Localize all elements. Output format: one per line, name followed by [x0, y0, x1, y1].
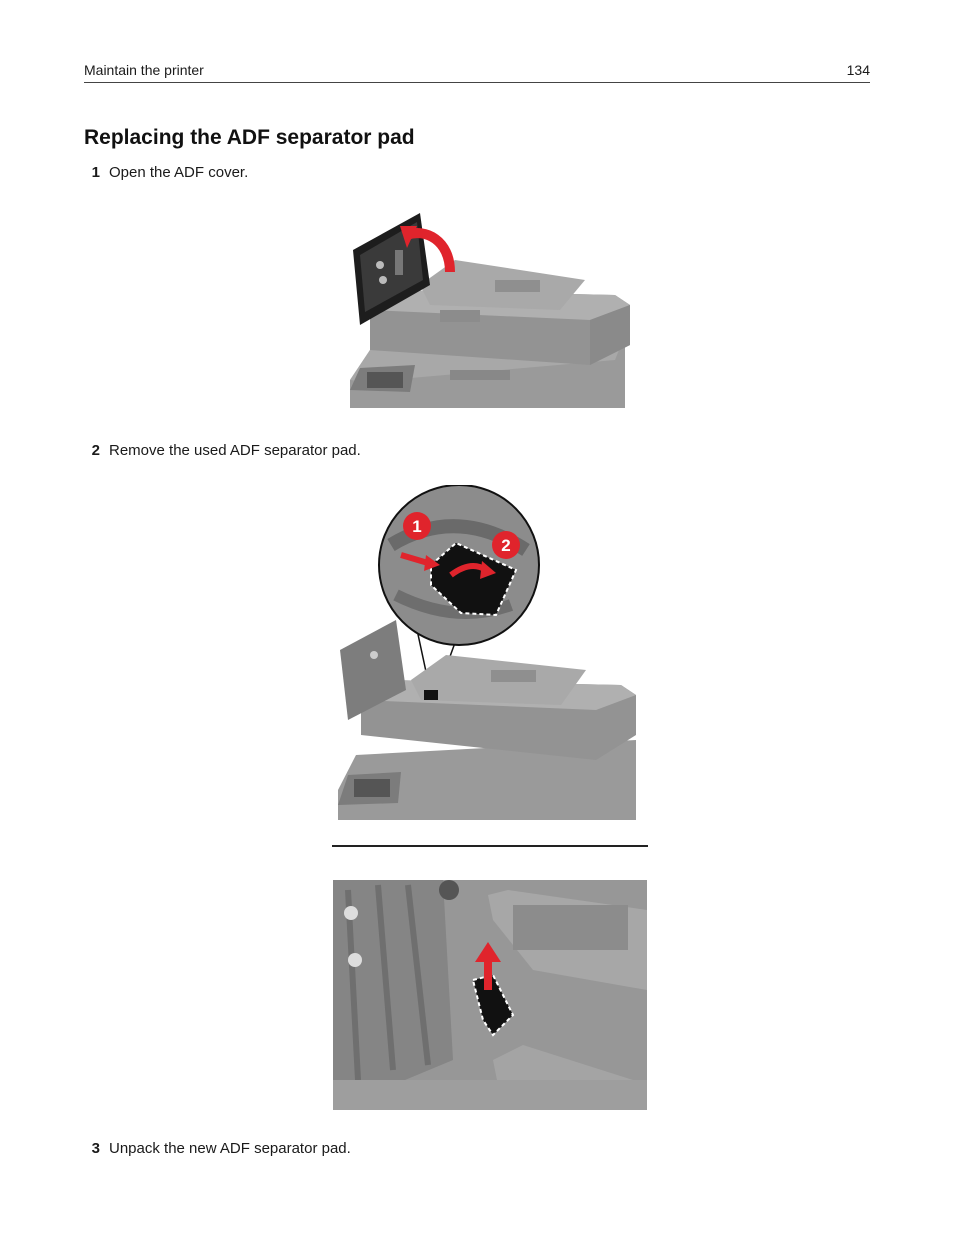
callout-1: 1 — [412, 517, 422, 536]
step-number: 3 — [91, 1140, 100, 1157]
step-number: 2 — [91, 442, 100, 459]
step-1 — [84, 164, 248, 181]
page-title: Replacing the ADF separator pad — [84, 126, 415, 149]
step-text: Remove the used ADF separator pad. — [109, 442, 361, 459]
step-text: Unpack the new ADF separator pad. — [109, 1140, 351, 1157]
callout-2: 2 — [501, 536, 511, 555]
figure-remove-pad — [336, 485, 641, 825]
step-2 — [84, 442, 361, 459]
step-3 — [84, 1140, 351, 1157]
figure-open-adf-cover — [345, 210, 635, 412]
figure-lift-pad — [333, 880, 647, 1110]
page-header — [84, 61, 870, 83]
page-number: 134 — [846, 62, 870, 78]
section-title: Maintain the printer — [84, 62, 204, 78]
step-text: Open the ADF cover. — [109, 164, 249, 181]
figure-divider — [332, 845, 648, 847]
step-number: 1 — [91, 164, 100, 181]
